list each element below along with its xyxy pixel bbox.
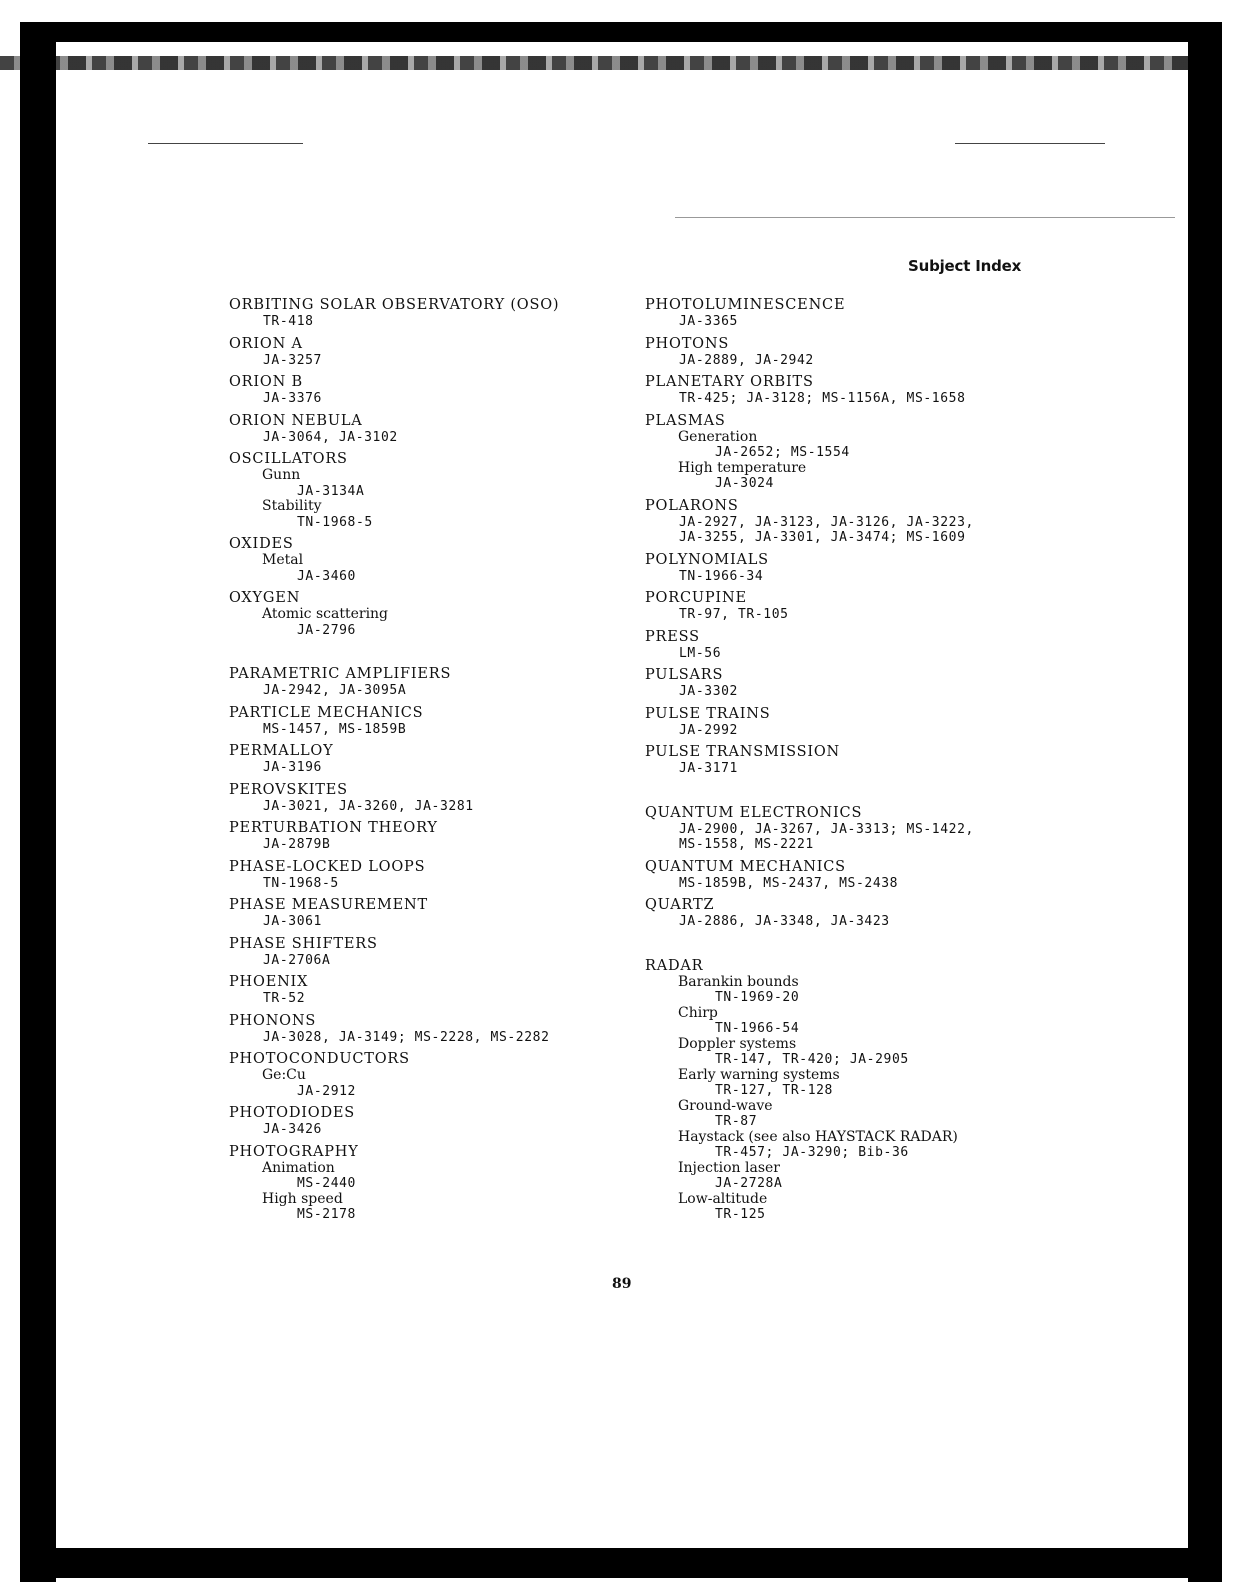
index-column-right — [645, 297, 1045, 1229]
index-entry — [229, 782, 629, 815]
scan-border-right — [1188, 22, 1222, 1582]
index-ref: JA-2728A — [715, 1176, 783, 1191]
index-ref: JA-2879B — [263, 837, 331, 852]
index-ref: JA-2652; MS-1554 — [715, 445, 850, 460]
page-number: 89 — [612, 1276, 632, 1292]
index-entry — [645, 629, 1045, 662]
index-term: OSCILLATORS — [229, 451, 348, 467]
index-subterm: Injection laser — [678, 1159, 780, 1176]
index-ref: MS-1558, MS-2221 — [679, 837, 814, 852]
index-ref: TN-1968-5 — [263, 875, 339, 891]
index-term: RADAR — [645, 957, 704, 974]
index-subterm: Gunn — [262, 467, 301, 483]
index-subterm: Barankin bounds — [678, 973, 799, 990]
index-ref: MS-1457, MS-1859B — [263, 721, 407, 737]
index-term: PHOTOCONDUCTORS — [229, 1051, 410, 1067]
index-entry — [229, 336, 629, 369]
index-term: POLYNOMIALS — [645, 551, 769, 568]
index-term: PULSARS — [645, 667, 724, 683]
index-term: PRESS — [645, 628, 700, 645]
index-subterm: Early warning systems — [678, 1066, 840, 1083]
index-entry — [229, 297, 629, 330]
index-ref: JA-2900, JA-3267, JA-3313; MS-1422, — [679, 821, 974, 837]
index-subterm: Atomic scattering — [262, 606, 389, 622]
index-term: QUANTUM ELECTRONICS — [645, 804, 863, 821]
index-column-left — [229, 297, 629, 1229]
index-entry — [229, 1144, 629, 1223]
index-ref: JA-2942, JA-3095A — [263, 683, 407, 698]
index-subterm: Generation — [678, 428, 758, 445]
index-ref: JA-3302 — [679, 684, 738, 699]
index-term: QUARTZ — [645, 897, 715, 913]
index-entry — [229, 974, 629, 1007]
scan-border-top — [20, 22, 1220, 42]
index-entry — [645, 590, 1045, 623]
index-ref: JA-2886, JA-3348, JA-3423 — [679, 914, 890, 929]
index-term: PORCUPINE — [645, 590, 747, 606]
index-ref: TR-52 — [263, 991, 306, 1006]
index-term: PHOTONS — [645, 335, 730, 352]
index-ref: TR-125 — [715, 1207, 766, 1222]
index-entry — [229, 451, 629, 530]
index-ref: JA-3426 — [263, 1122, 322, 1137]
index-entry — [229, 374, 629, 407]
index-entry — [229, 743, 629, 776]
scan-border-left — [20, 22, 56, 1582]
index-entry — [645, 374, 1045, 407]
index-ref: TR-97, TR-105 — [679, 607, 789, 622]
index-entry — [229, 1013, 629, 1046]
index-ref: JA-3171 — [679, 761, 738, 776]
index-ref: JA-3134A — [297, 483, 365, 499]
index-subterm: Metal — [262, 552, 304, 568]
index-subterm: Haystack (see also HAYSTACK RADAR) — [678, 1128, 958, 1145]
index-term: ORION A — [229, 335, 303, 352]
scan-border-strip — [0, 56, 1210, 70]
index-term: PHOTODIODES — [229, 1105, 356, 1121]
index-entry — [229, 859, 629, 892]
index-ref: JA-3061 — [263, 914, 322, 929]
index-term: OXIDES — [229, 536, 294, 552]
index-ref: TR-87 — [715, 1114, 758, 1129]
scan-rule — [675, 217, 1175, 218]
index-term: PHOTOLUMINESCENCE — [645, 297, 846, 313]
index-ref: JA-2912 — [297, 1083, 356, 1099]
index-ref: JA-3460 — [297, 568, 356, 584]
index-ref: TN-1966-34 — [679, 568, 764, 584]
index-entry — [645, 805, 1045, 853]
index-subterm: Animation — [262, 1159, 335, 1176]
index-entry — [229, 1051, 629, 1099]
index-term: PHASE MEASUREMENT — [229, 897, 428, 913]
scan-rule — [148, 143, 303, 144]
index-term: PLANETARY ORBITS — [645, 374, 814, 390]
index-term: ORION B — [229, 374, 303, 390]
index-ref: TR-457; JA-3290; Bib-36 — [715, 1145, 909, 1160]
index-entry — [645, 413, 1045, 492]
index-entry — [645, 336, 1045, 369]
index-term: POLARONS — [645, 497, 739, 514]
index-term: OXYGEN — [229, 590, 301, 606]
index-ref: TR-425; JA-3128; MS-1156A, MS-1658 — [679, 391, 966, 406]
index-entry — [645, 498, 1045, 546]
index-ref: JA-3257 — [263, 352, 322, 368]
index-term: PHONONS — [229, 1012, 317, 1029]
index-ref: JA-3196 — [263, 760, 322, 775]
index-term: PULSE TRANSMISSION — [645, 744, 841, 760]
index-subterm: Ge:Cu — [262, 1067, 306, 1083]
index-subterm: Chirp — [678, 1004, 718, 1021]
index-ref: MS-2440 — [297, 1176, 356, 1191]
index-entry — [229, 666, 629, 699]
index-ref: JA-3376 — [263, 391, 322, 406]
index-subterm: High speed — [262, 1190, 343, 1207]
index-ref: TN-1969-20 — [715, 990, 800, 1005]
index-ref: TR-127, TR-128 — [715, 1083, 833, 1098]
index-entry — [229, 590, 629, 638]
index-ref: TN-1968-5 — [297, 514, 373, 530]
index-ref: JA-2992 — [679, 722, 738, 738]
index-ref: JA-2706A — [263, 952, 331, 968]
index-subterm: Doppler systems — [678, 1035, 797, 1052]
index-subterm: Ground-wave — [678, 1097, 773, 1114]
index-term: ORION NEBULA — [229, 412, 363, 429]
page-header-title: Subject Index — [908, 257, 1022, 275]
index-term: PHASE SHIFTERS — [229, 935, 378, 952]
index-subterm: High temperature — [678, 459, 807, 476]
index-ref: JA-2796 — [297, 622, 356, 638]
index-ref: JA-2889, JA-2942 — [679, 352, 814, 368]
index-ref: TR-418 — [263, 314, 314, 329]
scan-rule — [955, 143, 1105, 144]
index-entry — [645, 897, 1045, 930]
index-term: PHASE-LOCKED LOOPS — [229, 858, 426, 875]
index-term: PULSE TRAINS — [645, 705, 771, 722]
index-subterm: Low-altitude — [678, 1190, 768, 1207]
index-ref: TN-1966-54 — [715, 1021, 800, 1036]
index-ref: JA-3365 — [679, 314, 738, 329]
index-entry — [229, 936, 629, 969]
index-term: PARAMETRIC AMPLIFIERS — [229, 666, 452, 682]
index-entry — [229, 536, 629, 584]
index-term: PERMALLOY — [229, 743, 334, 759]
index-entry — [229, 820, 629, 853]
index-ref: MS-2178 — [297, 1207, 356, 1222]
index-ref: LM-56 — [679, 645, 722, 661]
index-entry — [645, 667, 1045, 700]
index-ref: JA-3024 — [715, 476, 774, 491]
index-term: PERTURBATION THEORY — [229, 820, 438, 836]
scan-border-bottom — [20, 1548, 1222, 1578]
index-entry — [645, 958, 1045, 1223]
index-entry — [229, 897, 629, 930]
index-term: PHOTOGRAPHY — [229, 1143, 359, 1160]
index-ref: JA-3064, JA-3102 — [263, 429, 398, 445]
index-entry — [645, 552, 1045, 585]
index-ref: TR-147, TR-420; JA-2905 — [715, 1052, 909, 1067]
index-term: ORBITING SOLAR OBSERVATORY (OSO) — [229, 297, 560, 313]
index-term: PEROVSKITES — [229, 781, 348, 798]
index-ref: JA-3255, JA-3301, JA-3474; MS-1609 — [679, 530, 966, 545]
index-entry — [645, 297, 1045, 330]
index-ref: JA-3028, JA-3149; MS-2228, MS-2282 — [263, 1029, 550, 1045]
index-entry — [229, 413, 629, 446]
index-term: PARTICLE MECHANICS — [229, 704, 424, 721]
index-term: PLASMAS — [645, 412, 726, 429]
index-entry — [229, 705, 629, 738]
index-ref: MS-1859B, MS-2437, MS-2438 — [679, 875, 899, 891]
index-ref: JA-2927, JA-3123, JA-3126, JA-3223, — [679, 514, 974, 530]
index-entry — [645, 744, 1045, 777]
index-ref: JA-3021, JA-3260, JA-3281 — [263, 798, 474, 814]
index-term: PHOENIX — [229, 974, 309, 990]
index-entry — [229, 1105, 629, 1138]
index-subterm: Stability — [262, 498, 322, 514]
index-entry — [645, 859, 1045, 892]
index-entry — [645, 706, 1045, 739]
index-term: QUANTUM MECHANICS — [645, 858, 846, 875]
